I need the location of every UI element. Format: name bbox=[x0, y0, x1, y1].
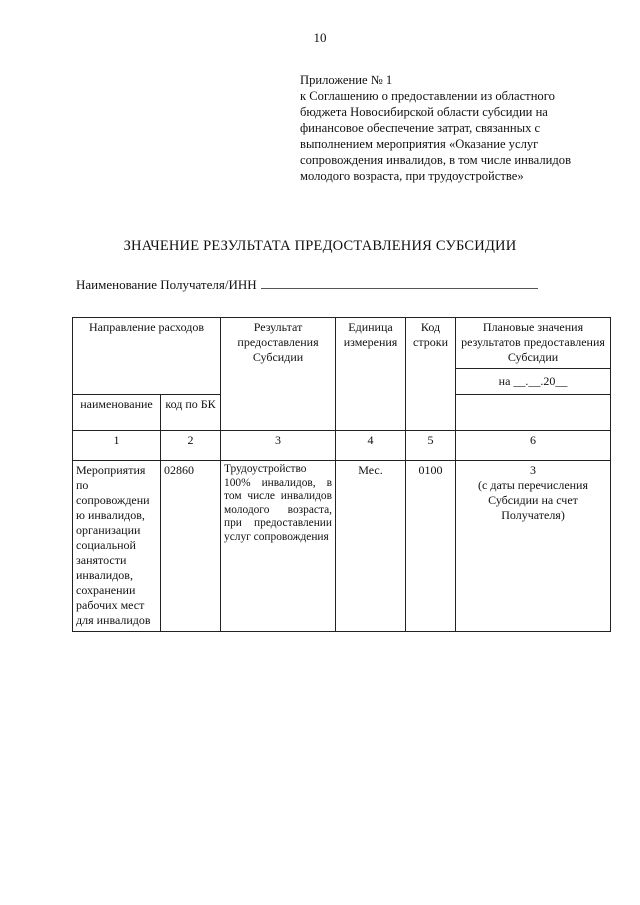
appendix-block bbox=[300, 72, 600, 184]
cell-bk-code: 02860 bbox=[161, 461, 221, 632]
header-name: наименование bbox=[73, 395, 161, 431]
header-date: на __.__.20__ bbox=[456, 369, 611, 395]
column-number-row bbox=[73, 431, 611, 461]
column-number: 3 bbox=[221, 431, 336, 461]
header-result: Результат предоставления Субсидии bbox=[221, 318, 336, 431]
header-unit: Единица измерения bbox=[336, 318, 406, 431]
cell-unit: Мес. bbox=[336, 461, 406, 632]
cell-planned bbox=[456, 461, 611, 632]
appendix-line: сопровождения инвалидов, в том числе инвалидов bbox=[300, 153, 572, 167]
column-number: 2 bbox=[161, 431, 221, 461]
planned-value: 3 bbox=[530, 463, 537, 477]
planned-note: (с даты перечисления Субсидии на счет Получателя) bbox=[478, 478, 589, 522]
header-planned: Плановые значения результатов предоставления Субсидии bbox=[456, 318, 611, 369]
appendix-line: молодого возраста, при трудоустройстве» bbox=[300, 169, 524, 183]
cell-code: 0100 bbox=[406, 461, 456, 632]
recipient-blank-line bbox=[261, 276, 538, 289]
results-table bbox=[72, 317, 611, 632]
table-header-row bbox=[73, 318, 611, 369]
appendix-line: к Соглашению о предоставлении из областного bbox=[300, 89, 555, 103]
appendix-line: финансовое обеспечение затрат, связанных с bbox=[300, 121, 541, 135]
document-title: ЗНАЧЕНИЕ РЕЗУЛЬТАТА ПРЕДОСТАВЛЕНИЯ СУБСИДИИ bbox=[123, 238, 517, 254]
recipient-field bbox=[76, 276, 538, 293]
header-empty-cell bbox=[456, 395, 611, 431]
column-number: 6 bbox=[456, 431, 611, 461]
appendix-line: выполнением мероприятия «Оказание услуг bbox=[300, 137, 539, 151]
column-number: 1 bbox=[73, 431, 161, 461]
page-number: 10 bbox=[313, 30, 327, 45]
header-bk-code: код по БК bbox=[161, 395, 221, 431]
cell-result: Трудоустройство 100% инвалидов, в том числе инвалидов молодого возраста, при предоставлении услуг сопровождения bbox=[221, 461, 336, 632]
recipient-label: Наименование Получателя/ИНН bbox=[76, 277, 257, 292]
header-direction: Направление расходов bbox=[73, 318, 221, 395]
header-code: Код строки bbox=[406, 318, 456, 431]
column-number: 4 bbox=[336, 431, 406, 461]
cell-name: Мероприятия по сопровождени ю инвалидов, организации социальной занятости инвалидов, сохранении рабочих мест для инвалидов bbox=[73, 461, 161, 632]
column-number: 5 bbox=[406, 431, 456, 461]
appendix-line: бюджета Новосибирской области субсидии на bbox=[300, 105, 548, 119]
appendix-line: Приложение № 1 bbox=[300, 73, 393, 87]
table-row bbox=[73, 461, 611, 632]
